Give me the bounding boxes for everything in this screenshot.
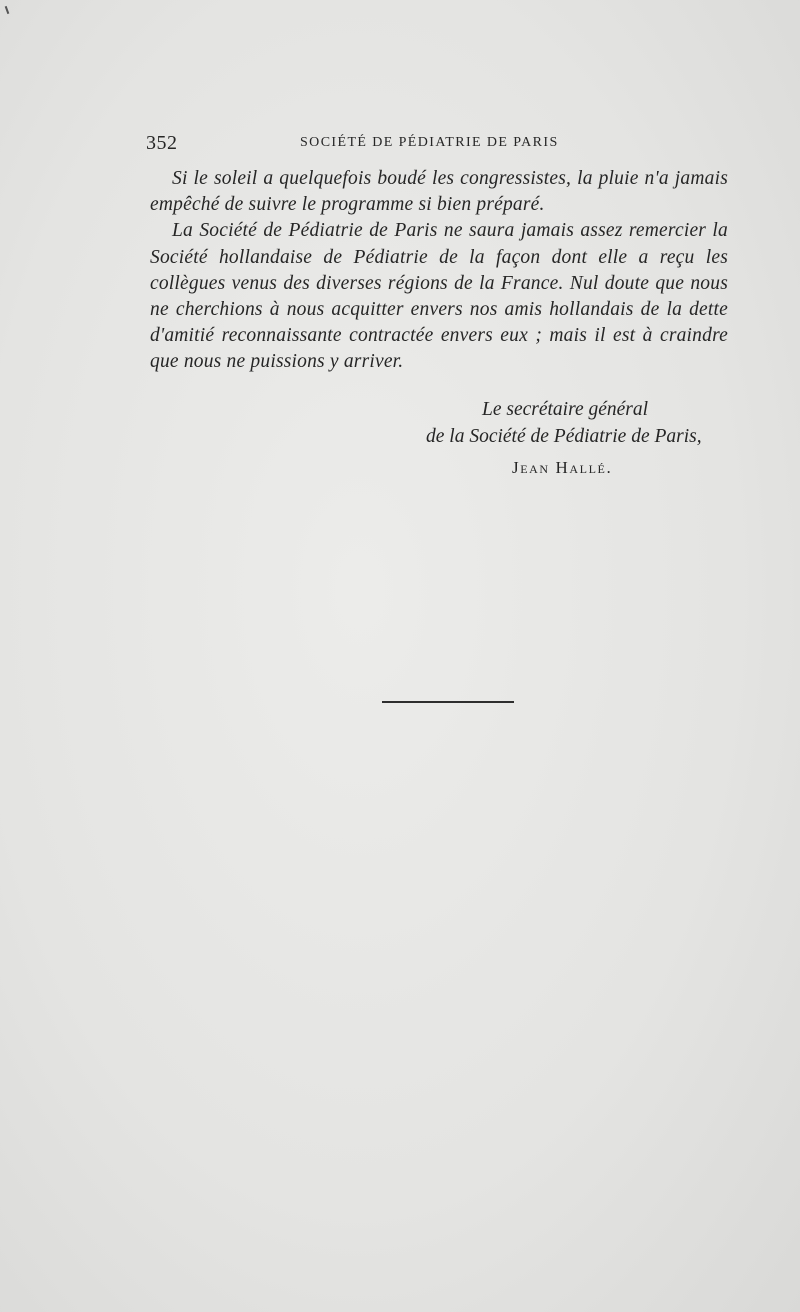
page-number: 352 (146, 132, 178, 154)
signature-organization: de la Société de Pédiatrie de Paris, (426, 426, 702, 447)
paragraph: Si le soleil a quelquefois boudé les congressistes, la pluie n'a jamais empêché de suivre le programme si bien préparé. (150, 168, 728, 216)
paragraph: La Société de Pédiatrie de Paris ne saura jamais assez remercier la Société hollandaise de Pédiatrie de la façon dont elle a reçu les collègues venus des diverses régions de la France. Nul doute que nous ne cherchions à nous acquitter envers nos amis hollandais de la dette d'amitié reconnaissante contractée envers eux ; mais il est à craindre que nous ne puissions y arriver. (150, 220, 728, 373)
running-title: SOCIÉTÉ DE PÉDIATRIE DE PARIS (300, 135, 559, 150)
body-text (150, 166, 728, 376)
page-header (146, 130, 726, 154)
section-divider (382, 701, 514, 703)
signature-title: Le secrétaire général (482, 399, 649, 420)
scan-mark (5, 6, 10, 14)
signature-name: Jean Hallé. (512, 458, 613, 477)
signature-block (400, 396, 730, 481)
